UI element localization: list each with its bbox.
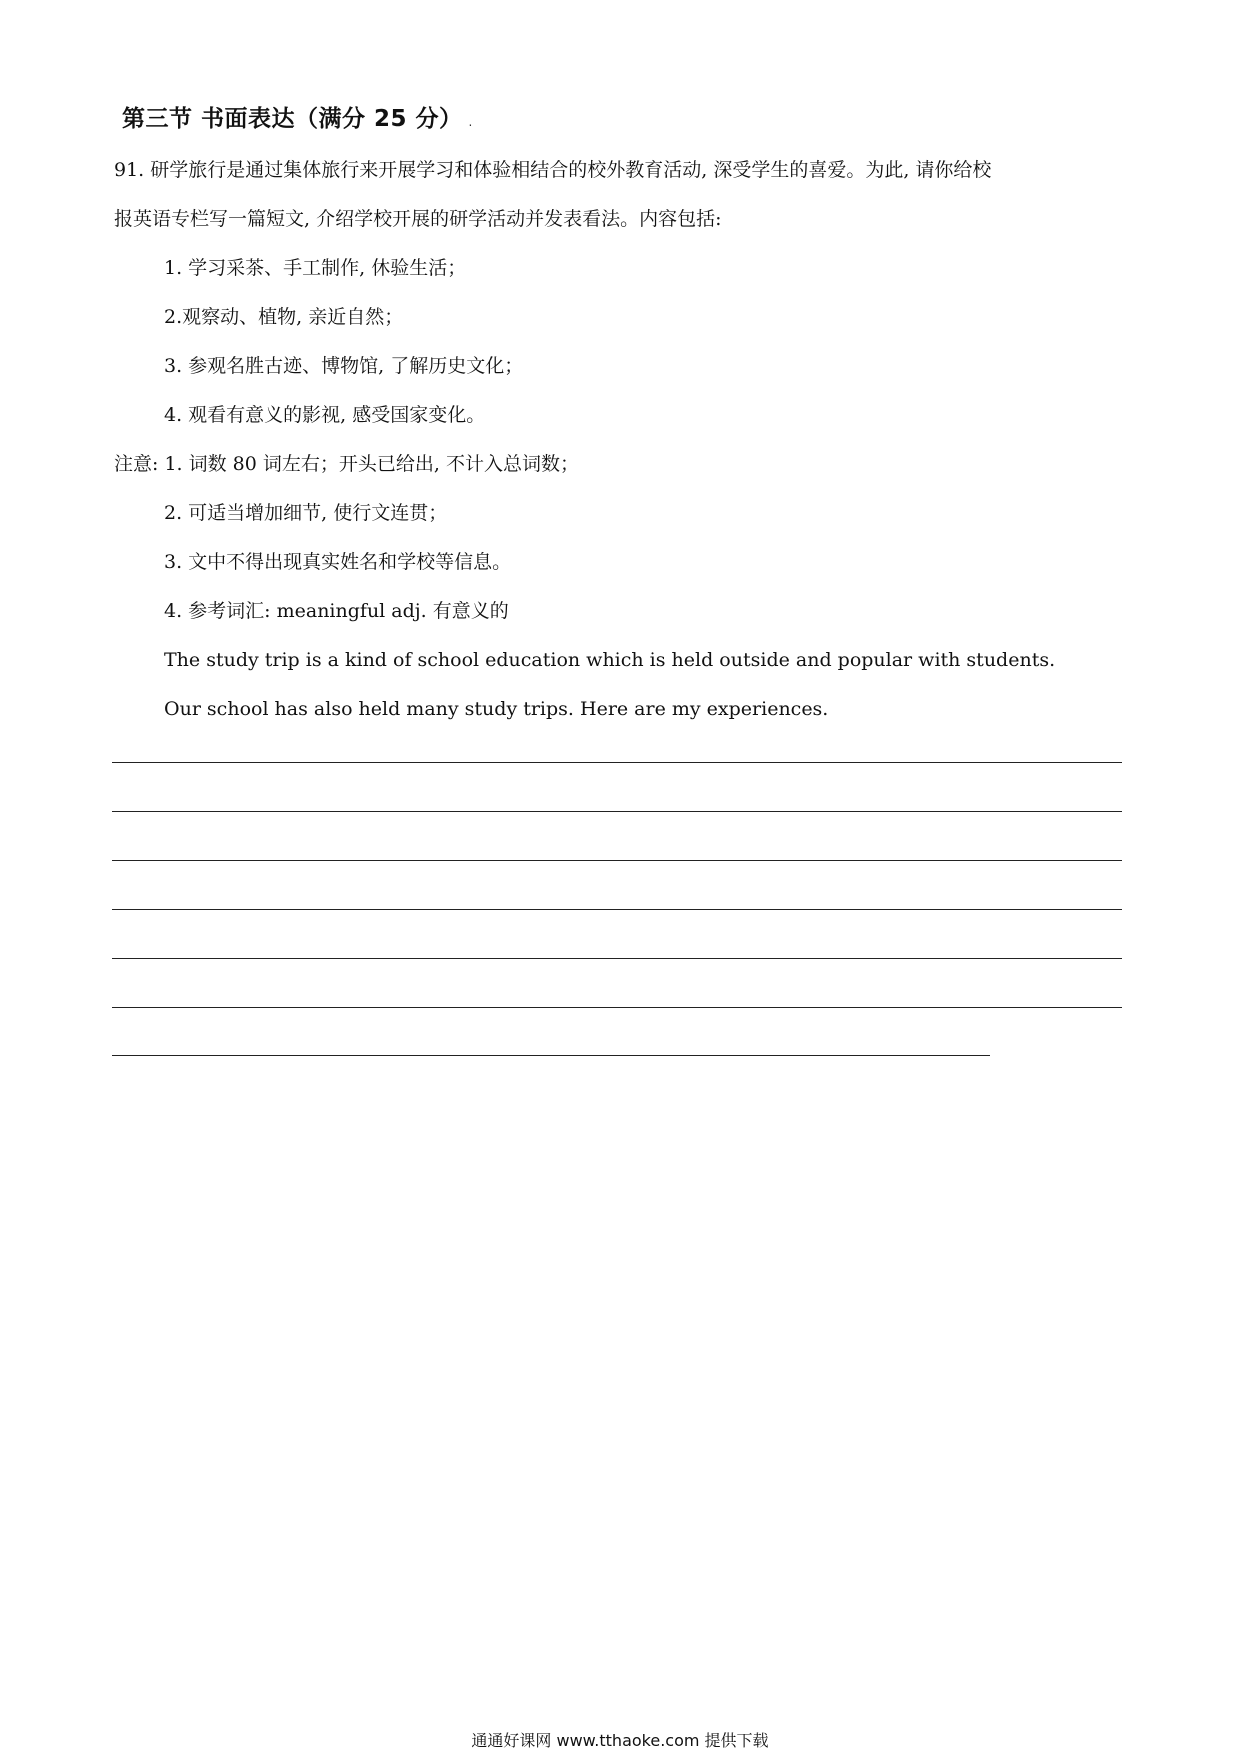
section-title-text: 第三节 书面表达（满分 25 分） [122, 106, 463, 132]
note-1: 注意: 1. 词数 80 词左右；开头已给出, 不计入总词数； [114, 453, 579, 475]
answer-line[interactable] [112, 860, 1122, 861]
footer-credit: 通通好课网 www.tthaoke.com 提供下载 [471, 1731, 769, 1750]
note-4: 4. 参考词汇: meaningful adj. 有意义的 [164, 600, 509, 622]
content-item-1: 1. 学习采茶、手工制作, 休验生活； [164, 257, 467, 279]
content-item-3: 3. 参观名胜古迹、博物馆, 了解历史文化； [164, 355, 524, 377]
answer-line[interactable] [112, 958, 1122, 959]
content-item-2: 2.观察动、植物, 亲近自然； [164, 306, 404, 328]
section-title-mark: . [468, 115, 473, 129]
answer-line[interactable] [112, 1055, 990, 1056]
opening-sentence-2: Our school has also held many study trips. Here are my experiences. [164, 698, 829, 720]
task-intro-line-1: 91. 研学旅行是通过集体旅行来开展学习和体验相结合的校外教育活动, 深受学生的喜爱。为此, 请你给校 [114, 159, 992, 181]
content-item-4: 4. 观看有意义的影视, 感受国家变化。 [164, 404, 486, 426]
note-2: 2. 可适当增加细节, 使行文连贯； [164, 502, 448, 524]
opening-sentence-1: The study trip is a kind of school education which is held outside and popular with students. [164, 649, 1056, 671]
answer-line[interactable] [112, 811, 1122, 812]
section-title [122, 100, 473, 133]
answer-line[interactable] [112, 762, 1122, 763]
task-intro-line-2: 报英语专栏写一篇短文, 介绍学校开展的研学活动并发表看法。内容包括: [114, 208, 722, 230]
note-3: 3. 文中不得出现真实姓名和学校等信息。 [164, 551, 512, 573]
answer-line[interactable] [112, 909, 1122, 910]
answer-line[interactable] [112, 1007, 1122, 1008]
